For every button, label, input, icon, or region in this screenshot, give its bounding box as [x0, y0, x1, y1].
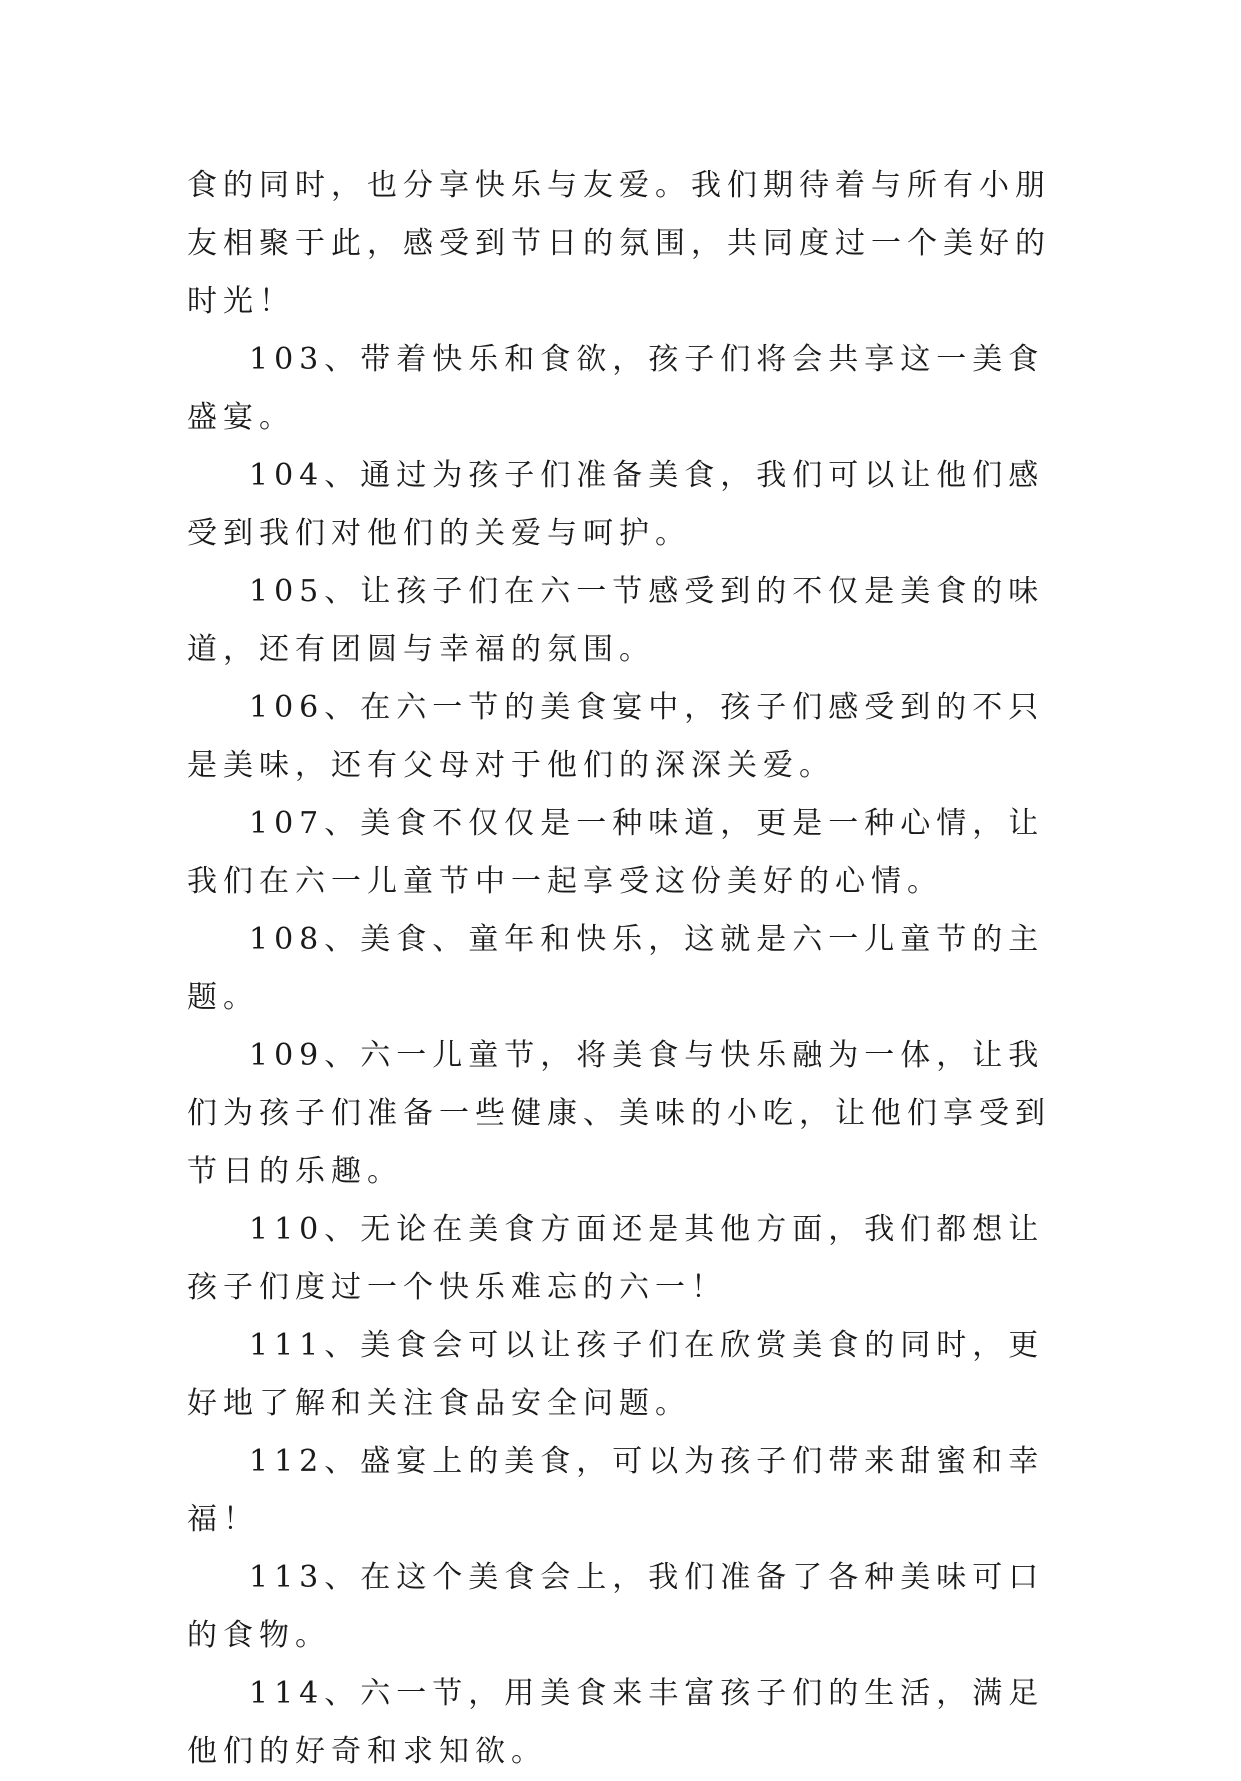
paragraph-112: 112、盛宴上的美食，可以为孩子们带来甜蜜和幸福！ [187, 1444, 1045, 1537]
paragraph-109: 109、六一儿童节，将美食与快乐融为一体，让我们为孩子们准备一些健康、美味的小吃，让他们享受到节日的乐趣。 [187, 1038, 1051, 1189]
paragraph-continuation: 食的同时，也分享快乐与友爱。我们期待着与所有小朋友相聚于此，感受到节日的氛围，共同度过一个美好的时光！ [187, 168, 1051, 319]
paragraph-111: 111、美食会可以让孩子们在欣赏美食的同时，更好地了解和关注食品安全问题。 [187, 1328, 1045, 1421]
paragraph-107: 107、美食不仅仅是一种味道，更是一种心情，让我们在六一儿童节中一起享受这份美好的心情。 [187, 806, 1045, 899]
document-body [187, 157, 1057, 1781]
paragraph-113: 113、在这个美食会上，我们准备了各种美味可口的食物。 [187, 1560, 1045, 1653]
paragraph-110: 110、无论在美食方面还是其他方面，我们都想让孩子们度过一个快乐难忘的六一！ [187, 1212, 1045, 1305]
paragraph-103: 103、带着快乐和食欲，孩子们将会共享这一美食盛宴。 [187, 342, 1045, 435]
paragraph-106: 106、在六一节的美食宴中，孩子们感受到的不只是美味，还有父母对于他们的深深关爱。 [187, 690, 1045, 783]
paragraph-114: 114、六一节，用美食来丰富孩子们的生活，满足他们的好奇和求知欲。 [187, 1676, 1045, 1769]
paragraph-108: 108、美食、童年和快乐，这就是六一儿童节的主题。 [187, 922, 1045, 1015]
paragraph-104: 104、通过为孩子们准备美食，我们可以让他们感受到我们对他们的关爱与呵护。 [187, 458, 1045, 551]
paragraph-105: 105、让孩子们在六一节感受到的不仅是美食的味道，还有团圆与幸福的氛围。 [187, 574, 1045, 667]
